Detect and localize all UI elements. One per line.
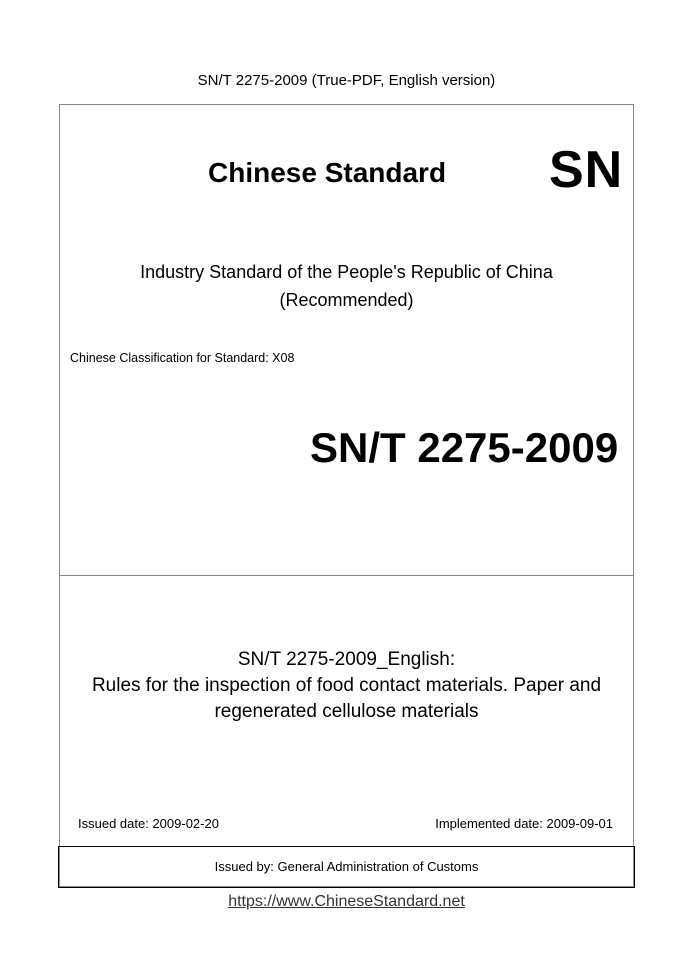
issuer-box (58, 846, 635, 888)
title-line-3: regenerated cellulose materials (214, 701, 479, 722)
standard-code: SN/T 2275-2009 (310, 424, 619, 471)
document-title (59, 647, 634, 725)
standard-mark: SN (549, 141, 624, 199)
issuer-text: Issued by: General Administration of Customs (214, 859, 479, 874)
website-link[interactable]: https://www.ChineseStandard.net (228, 893, 465, 910)
title-line-2: Rules for the inspection of food contact materials. Paper and (91, 675, 602, 696)
industry-line-2: (Recommended) (279, 290, 414, 310)
implemented-date: Implemented date: 2009-09-01 (435, 816, 613, 831)
cover-divider (59, 575, 634, 576)
industry-statement (59, 258, 634, 314)
cover-frame (59, 104, 634, 887)
classification-text: Chinese Classification for Standard: X08 (70, 351, 295, 365)
industry-line-1: Industry Standard of the People's Republic of China (140, 262, 553, 282)
title-line-1: SN/T 2275-2009_English: (237, 649, 456, 670)
cover-heading: Chinese Standard (208, 157, 447, 188)
issued-date: Issued date: 2009-02-20 (78, 816, 219, 831)
document-label: SN/T 2275-2009 (True-PDF, English version) (197, 72, 496, 89)
